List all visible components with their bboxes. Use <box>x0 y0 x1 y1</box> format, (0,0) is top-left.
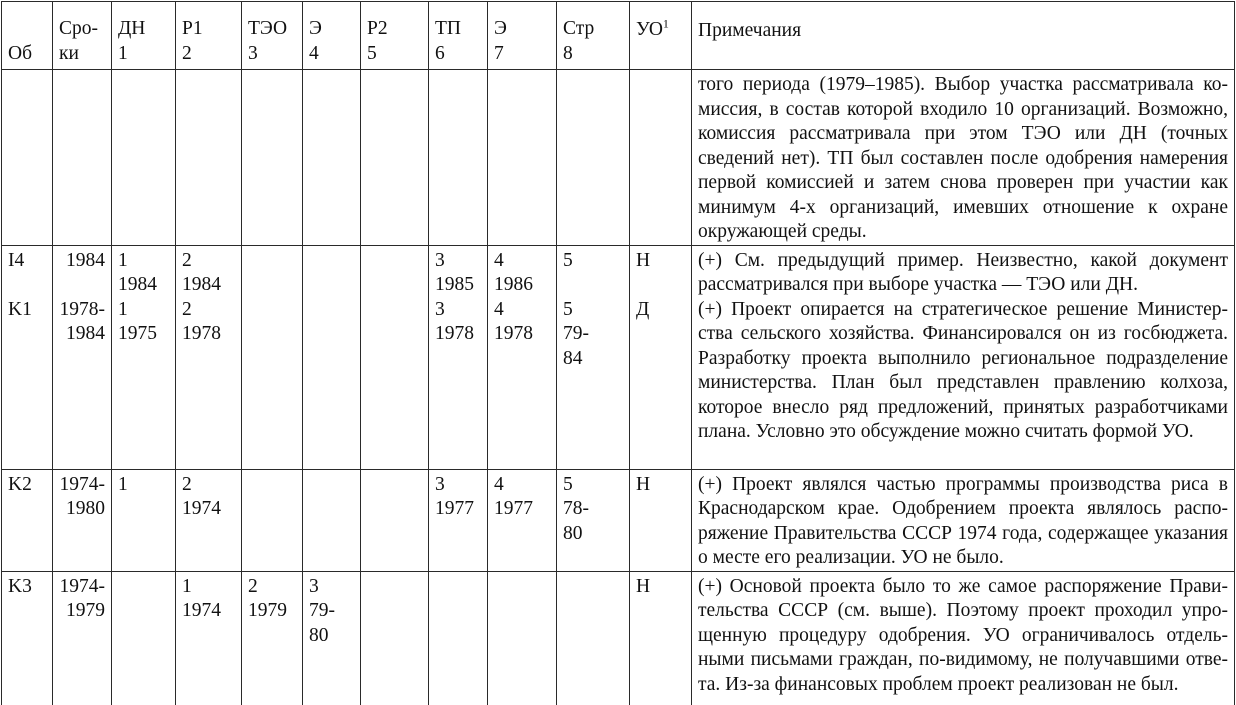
cell-notes <box>692 70 1235 246</box>
cell-line: 5 <box>563 473 573 495</box>
cell-line: 1 <box>118 249 128 271</box>
cell-teo <box>242 70 303 246</box>
cell-line: 1 <box>118 473 128 495</box>
cell-line: 1979 <box>248 600 287 621</box>
cell-tp <box>429 245 488 469</box>
cell-line: 1984 <box>66 323 105 344</box>
header-str: Стр 8 <box>557 2 630 70</box>
header-notes: Примечания <box>692 2 1235 70</box>
cell-object <box>2 469 53 571</box>
cell-line: 4 <box>494 298 504 320</box>
cell-e7 <box>488 70 557 246</box>
cell-uo <box>630 571 692 705</box>
cell-line: 4 <box>494 249 504 271</box>
cell-line: 1985 <box>435 274 474 295</box>
cell-r2 <box>361 245 429 469</box>
cell-line: I4 <box>8 249 25 271</box>
table-row <box>2 245 1235 469</box>
cell-line: Н <box>636 575 651 597</box>
header-r1: Р1 2 <box>176 2 242 70</box>
cell-line: 2 <box>182 298 192 320</box>
cell-line: 1974- <box>59 575 105 597</box>
cell-line: 1975 <box>118 323 157 344</box>
cell-line <box>563 273 627 298</box>
cell-dn <box>112 469 176 571</box>
cell-line: 1 <box>118 298 128 320</box>
cell-uo <box>630 70 692 246</box>
cell-line: 1984 <box>182 274 221 295</box>
cell-line: K2 <box>8 473 32 495</box>
cell-e7 <box>488 245 557 469</box>
cell-str <box>557 245 630 469</box>
cell-line: K3 <box>8 575 32 597</box>
cell-r2 <box>361 571 429 705</box>
note-paragraph: (+) Проект являлся частью программы производства риса в Краснодарском крае. Одобрением проекта являлось распоряжение Правительства СССР 1974 года, содержащее указания о месте его реализации. УО не было. <box>698 473 1228 568</box>
cell-line: Н <box>636 249 651 271</box>
cell-notes <box>692 245 1235 469</box>
header-uo: $УО^1$ <box>630 2 692 70</box>
cell-line: 1978- <box>59 298 105 320</box>
cell-terms <box>53 70 112 246</box>
cell-dn <box>112 245 176 469</box>
cell-line: 1984 <box>66 249 105 271</box>
cell-line <box>55 273 105 298</box>
cell-r1 <box>176 469 242 571</box>
cell-tp <box>429 70 488 246</box>
cell-object <box>2 70 53 246</box>
cell-tp <box>429 571 488 705</box>
cell-object <box>2 571 53 705</box>
cell-line: 2 <box>182 473 192 495</box>
cell-r1 <box>176 245 242 469</box>
cell-r2 <box>361 70 429 246</box>
cell-line: 5 <box>563 298 573 320</box>
cell-e4 <box>303 245 361 469</box>
cell-line: 1974- <box>59 473 105 495</box>
header-dn: ДН 1 <box>112 2 176 70</box>
cell-line <box>8 273 50 298</box>
cell-line: 1974 <box>182 498 221 519</box>
header-teo: ТЭО 3 <box>242 2 303 70</box>
cell-line <box>636 273 689 298</box>
cell-e7 <box>488 571 557 705</box>
cell-r1 <box>176 70 242 246</box>
cell-line: 79- <box>309 600 335 621</box>
cell-e7 <box>488 469 557 571</box>
cell-line: 1978 <box>435 323 474 344</box>
cell-line: 3 <box>435 249 445 271</box>
cell-str <box>557 469 630 571</box>
header-tp: ТП 6 <box>429 2 488 70</box>
cell-e4 <box>303 571 361 705</box>
cell-object <box>2 245 53 469</box>
cell-terms <box>53 245 112 469</box>
cell-line: 1986 <box>494 274 533 295</box>
cell-line: 2 <box>182 249 192 271</box>
footnote-marker: 1 <box>662 16 669 30</box>
cell-line: 78- <box>563 498 589 519</box>
header-e7: Э 7 <box>488 2 557 70</box>
cell-terms <box>53 469 112 571</box>
cell-notes <box>692 571 1235 705</box>
cell-uo <box>630 469 692 571</box>
note-paragraph: (+) Проект опирается на стратегическое решение Министерства сельского хозяйства. Финансировался он из госбюджета. Разработку проекта выполнило региональное подразделение министерства. План был представлен правлению колхоза, которое внесло ряд предложений, принятых разработчиками плана. Условно это обсуждение можно считать формой УО. <box>698 298 1228 442</box>
cell-line: 3 <box>309 575 319 597</box>
table-row <box>2 469 1235 571</box>
cell-line: 5 <box>563 249 573 271</box>
cell-line: 1980 <box>66 498 105 519</box>
cell-line: 3 <box>435 473 445 495</box>
cell-line: 3 <box>435 298 445 320</box>
table-row <box>2 571 1235 705</box>
cell-tp <box>429 469 488 571</box>
cell-e4 <box>303 70 361 246</box>
header-terms: Сро- ки <box>53 2 112 70</box>
cell-teo <box>242 571 303 705</box>
cell-line: 1978 <box>494 323 533 344</box>
cell-str <box>557 70 630 246</box>
header-object: Об <box>2 2 53 70</box>
cell-line: 1 <box>182 575 192 597</box>
cell-line: 79- <box>563 323 589 344</box>
header-row <box>2 2 1235 70</box>
cell-r1 <box>176 571 242 705</box>
cell-line: 2 <box>248 575 258 597</box>
cell-line: 1974 <box>182 600 221 621</box>
cell-line: 1978 <box>182 323 221 344</box>
cell-line: 84 <box>563 347 583 369</box>
cell-line: 80 <box>563 522 583 544</box>
header-e4: Э 4 <box>303 2 361 70</box>
cell-line: Н <box>636 473 651 495</box>
note-paragraph: того периода (1979–1985). Выбор участка рассматривала комиссия, в состав которой входило 10 организаций. Возможно, комиссия рассматривала при этом ТЭО или ДН (точных сведений нет). ТП был составлен после одобрения намерения первой комиссией и затем снова проверен при участии как минимум 4-х организаций, имевших отношение к охране окружающей среды. <box>698 74 1228 242</box>
header-r2: Р2 5 <box>361 2 429 70</box>
cell-line: 80 <box>309 624 329 646</box>
cell-teo <box>242 469 303 571</box>
cell-notes <box>692 469 1235 571</box>
note-paragraph: (+) Основой проекта было то же самое распоряжение Правительства СССР (см. выше). Поэтому проект проходил упрощенную процедуру одобрения. УО ограничивалось отдельными письмами граждан, по-видимому, не получавшими ответа. Из-за финансовых проблем проект реализован не был. <box>698 575 1228 695</box>
cell-line: 1977 <box>435 498 474 519</box>
cell-terms <box>53 571 112 705</box>
note-paragraph: (+) См. предыдущий пример. Неизвестно, какой документ рассматривался при выборе участка — ТЭО или ДН. <box>698 249 1228 295</box>
projects-table <box>1 1 1235 705</box>
cell-line: 1979 <box>66 600 105 621</box>
cell-teo <box>242 245 303 469</box>
cell-r2 <box>361 469 429 571</box>
cell-line: 4 <box>494 473 504 495</box>
cell-line: 1977 <box>494 498 533 519</box>
cell-str <box>557 571 630 705</box>
cell-dn <box>112 571 176 705</box>
cell-e4 <box>303 469 361 571</box>
cell-uo <box>630 245 692 469</box>
cell-line: K1 <box>8 298 32 320</box>
cell-line: Д <box>636 298 650 320</box>
table-row <box>2 70 1235 246</box>
cell-dn <box>112 70 176 246</box>
cell-line: 1984 <box>118 274 157 295</box>
